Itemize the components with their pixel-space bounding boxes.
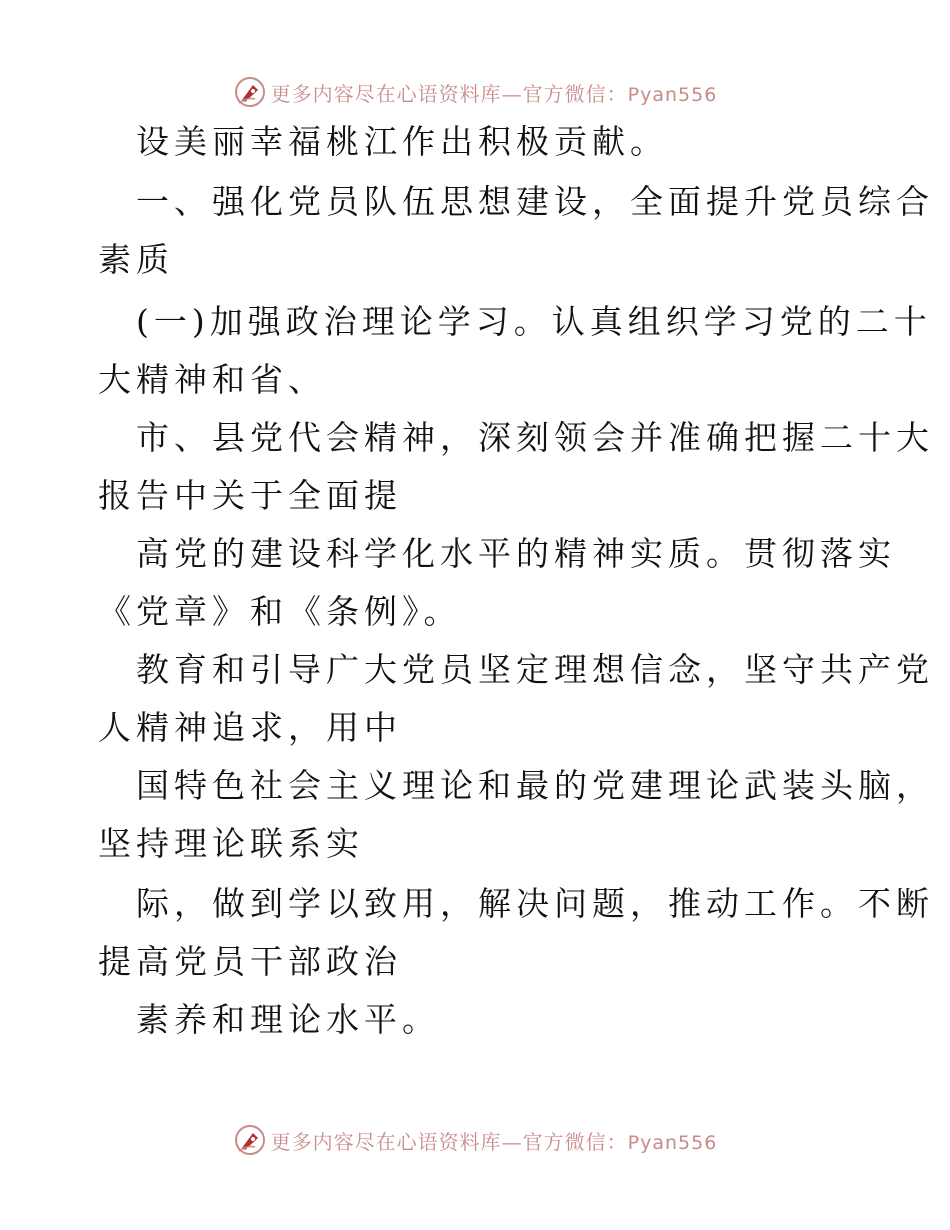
- header-watermark: [0, 72, 950, 112]
- pen-nib-logo-icon: [233, 1123, 267, 1157]
- body-line: 坚持理论联系实: [98, 824, 364, 863]
- section-heading-line: 一、强化党员队伍思想建设，全面提升党员综合: [136, 182, 934, 221]
- header-wechat-id: Pyan556: [627, 83, 718, 106]
- body-line: 市、县党代会精神，深刻领会并准确把握二十大: [136, 418, 934, 457]
- body-line: (一)加强政治理论学习。认真组织学习党的二十: [136, 302, 932, 341]
- pen-nib-logo-icon: [233, 75, 267, 109]
- body-line: 设美丽幸福桃江作出积极贡献。: [136, 122, 668, 161]
- body-line: 教育和引导广大党员坚定理想信念，坚守共产党: [136, 650, 934, 689]
- body-line: 人精神追求，用中: [98, 708, 402, 747]
- section-heading-line: 素质: [98, 240, 174, 279]
- body-line: 素养和理论水平。: [136, 1000, 440, 1039]
- body-line: 际，做到学以致用，解决问题，推动工作。不断: [136, 884, 934, 923]
- body-line: 提高党员干部政治: [98, 942, 402, 981]
- footer-wechat-id: Pyan556: [627, 1131, 718, 1154]
- body-line: 高党的建设科学化水平的精神实质。贯彻落实: [136, 534, 896, 573]
- header-watermark-text: 更多内容尽在心语资料库—官方微信：: [270, 81, 628, 106]
- footer-watermark: [0, 1120, 950, 1160]
- body-line: 报告中关于全面提: [98, 476, 402, 515]
- body-line: 国特色社会主义理论和最的党建理论武装头脑，: [136, 766, 934, 805]
- body-line: 大精神和省、: [98, 360, 326, 399]
- body-line: 《党章》和《条例》。: [98, 592, 462, 631]
- footer-watermark-text: 更多内容尽在心语资料库—官方微信：: [270, 1129, 628, 1154]
